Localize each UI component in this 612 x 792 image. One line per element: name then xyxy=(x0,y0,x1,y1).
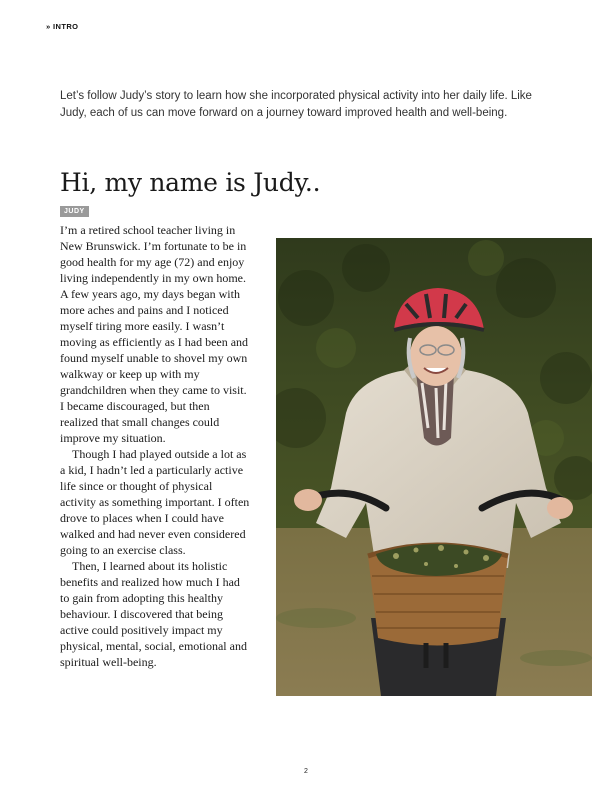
page-number: 2 xyxy=(304,768,308,775)
page-title: Hi, my name is Judy.. xyxy=(60,168,321,197)
section-label: » INTRO xyxy=(46,22,79,31)
story-text xyxy=(60,222,250,670)
intro-paragraph: Let’s follow Judy’s story to learn how she incorporated physical activity into her daily life. Like Judy, each of us can move forward on a journey toward improved health and well-being. xyxy=(60,90,532,119)
judy-cycling-photo xyxy=(276,238,592,696)
name-badge: JUDY xyxy=(60,206,89,217)
photo-illustration xyxy=(276,238,592,696)
story-paragraph-1: I’m a retired school teacher living in New Brunswick. I’m fortunate to be in good health for my age (72) and enjoy living independently in my own home. A few years ago, my days began with more aches and pains and I noticed myself tiring more easily. I wasn’t moving as efficiently as I had been and found myself unable to shovel my own walkway or keep up with my grandchildren when they came to visit. I became discouraged, but then realized that small changes could improve my situation. xyxy=(60,223,249,445)
story-paragraph-3: Then, I learned about its holistic benefits and realized how much I had to gain from adopting this healthy behaviour. I discovered that being active could positively impact my physical, mental, social, emotional and spiritual well-being. xyxy=(60,559,247,669)
story-paragraph-2: Though I had played outside a lot as a kid, I hadn’t led a particularly active life since or thought of physical activity as something important. I often drove to places when I could have walked and had never even considered going to an exercise class. xyxy=(60,447,250,557)
